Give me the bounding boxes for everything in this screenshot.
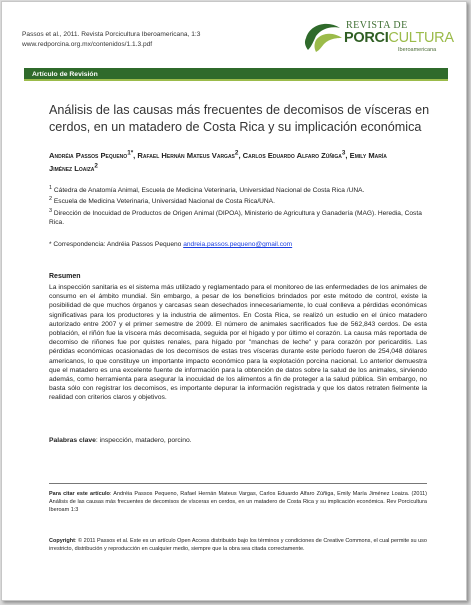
author-name: Emily María Jiménez Loaiza [49,150,387,173]
article-title: Análisis de las causas más frecuentes de decomisos de vísceras en cerdos, en un matadero de Costa Rica y su implicación económica [49,103,430,134]
journal-logo [302,14,452,62]
divider [49,483,427,484]
affiliation-item [49,195,429,206]
affiliation-number: 1 [49,185,53,191]
running-header [22,30,200,50]
author-superscript: 2 [94,162,98,170]
keywords-label: Palabras clave [49,437,96,444]
document-page [1,1,467,601]
keywords-text: : inspección, matadero, porcino. [95,437,192,444]
author-separator: , [133,150,138,160]
citation-block [49,490,427,515]
author-separator: , [238,150,243,160]
header-citation: Passos et al., 2011. Revista Porcicultura Iberoamericana, 1:3 [22,31,201,38]
citation-text: : Andréia Passos Pequeno, Rafael Hernán Mateus Vargas, Carlos Eduardo Alfaro Zúñiga, Emily María Jiménez Loaiza. (2011) Análisis de las causas más frecuentes de decomisos de vísceras en cerdos, en un matadero de Costa Rica y su implicación económica. Rev Porcicultura Iberoam 1:3 [49,491,427,514]
copyright-label: Copyright [49,538,75,544]
correspondence-label: * Correspondencia: Andréia Passos Pequeno [49,241,182,248]
correspondence [49,241,429,248]
abstract-text: La inspección sanitaria es el sistema más utilizado y reglamentado para el monitoreo de las enfermedades de los animales de consumo en el ámbito mundial. Sin embargo, a pesar de los beneficios brindados por este método de control, existe la posibilidad de que muchos órganos y carcasas sean desechados innecesariamente, lo cual conlleva a pérdidas económicas significativas para los productores y la industria de alimentos. En Costa Rica, se realizó un estudio en el único matadero autorizado entre 2007 y el primer semestre de 2009. El número de animales sacrificados fue de 562,843 cerdos. De esta población, el riñón fue la víscera más decomisada, seguida por el hígado y por último el corazón. La causa más reportada de decomiso de riñones fue por quistes renales, para hígado por "manchas de leche" y para corazón por pericarditis. Las pérdidas económicas ocasionadas de los decomisos de estas tres vísceras durante este período fueron de 254,048 dólares americanos, lo que constituye un importante impacto económico para la explotación porcina nacional. Lo anterior demuestra que el matadero es una excelente fuente de información para la obtención de datos sobre la salud de los animales, sirviendo además, como herramienta para asegurar la inocuidad de los alimentos a fin de proteger a la salud pública. Sin embargo, no basta sólo con registrar los decomisos, es importante depurar la información registrada y que los datos retraten fielmente la realidad con criterios claros y objetivos. [49,284,427,402]
logo-word-porci: PORCI [344,30,389,46]
copyright-text: : © 2011 Passos et al. Este es un artículo Open Access distribuido bajo los términos y condiciones de Creative Commons, el cual permite su uso irrestricto, distribución y reproducción en cualquier medio, siempre que la obra sea citada correctamente. [49,538,427,553]
affiliation-text: Dirección de Inocuidad de Productos de Origen Animal (DIPOA), Ministerio de Agricultura y Ganadería (MAG). Heredia, Costa Rica. [49,209,422,227]
affiliation-text: Cátedra de Anatomía Animal, Escuela de Medicina Veterinaria, Universidad Nacional de Costa Rica /UNA. [53,187,365,195]
correspondence-email-link[interactable]: andreia.passos.pequeno@gmail.com [183,241,293,248]
affiliation-text: Escuela de Medicina Veterinaria, Universidad Nacional de Costa Rica/UNA. [53,198,275,206]
keywords [49,437,427,444]
logo-line-2 [344,30,454,46]
pig-emblem-icon [302,16,346,56]
author-superscript: 3 [341,149,346,156]
affiliation-item [49,207,429,228]
logo-word-cultura: CULTURA [388,30,454,46]
citation-label: Para citar este artículo [49,491,110,497]
author-list [49,148,409,174]
affiliation-item [49,184,429,195]
affiliation-number: 2 [49,196,53,203]
author-item [137,151,242,160]
author-item [243,151,350,160]
abstract-heading: Resumen [49,273,81,280]
copyright-block [49,537,427,553]
affiliation-number: 3 [49,207,53,214]
header-url[interactable]: www.redporcina.org.mx/contenidos/1.1.3.pdf [22,41,153,48]
author-name: Rafael Hernán Mateus Vargas [137,150,235,160]
author-superscript: 2 [234,149,239,156]
affiliation-list [49,184,429,227]
logo-line-1: REVISTA DE [346,20,408,31]
logo-line-3: Iberoamericana [398,47,437,53]
author-item [49,151,137,160]
author-name: Carlos Eduardo Alfaro Zúñiga [242,150,342,160]
author-separator: , [345,150,350,160]
article-type-banner: Artículo de Revisión [24,68,448,81]
author-name: Andréia Passos Pequeno [49,150,128,160]
author-superscript: 1* [127,149,134,156]
